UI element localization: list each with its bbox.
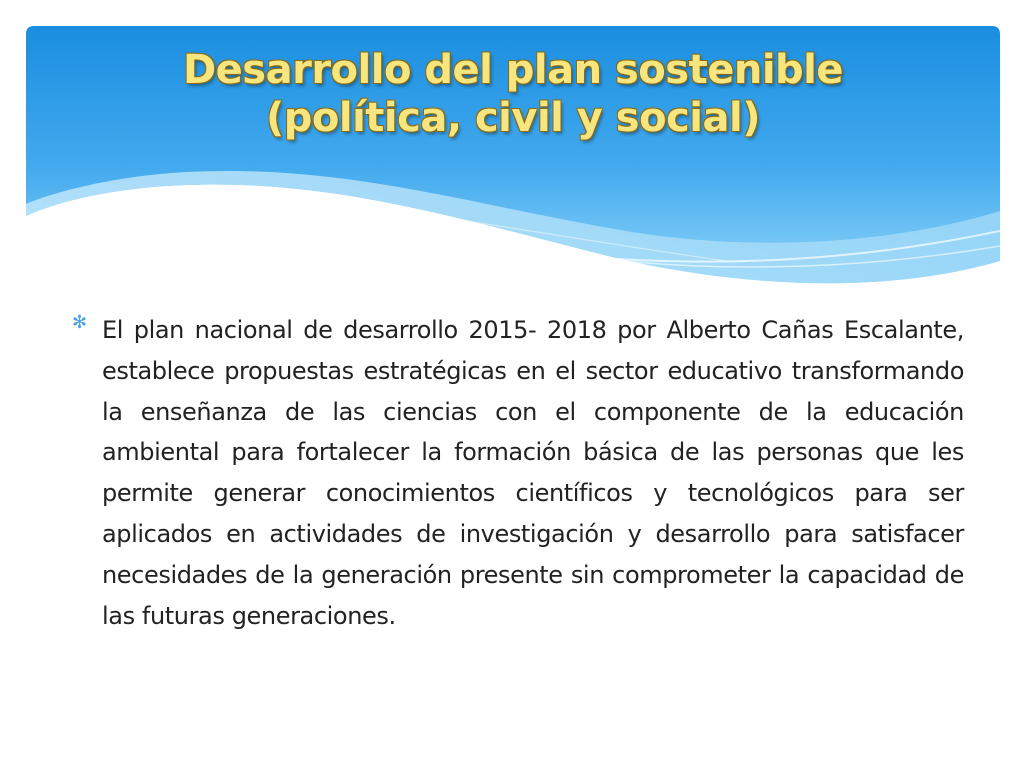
slide-content [72,310,964,636]
asterisk-bullet-icon: ✻ [72,312,88,333]
bullet-item [72,310,964,636]
slide-title-line-2: (política, civil y social) [265,95,760,141]
slide-title-line-1: Desarrollo del plan sostenible [182,47,844,93]
slide-title [26,46,1000,142]
bullet-text: El plan nacional de desarrollo 2015- 2018 por Alberto Cañas Escalante, establece propuestas estratégicas en el sector educativo transformando la enseñanza de las ciencias con el componente de la educación ambiental para fortalecer la formación básica de las personas que les permite generar conocimientos científicos y tecnológicos para ser aplicados en actividades de investigación y desarrollo para satisfacer necesidades de la generación presente sin comprometer la capacidad de las futuras generaciones. [102,316,964,630]
